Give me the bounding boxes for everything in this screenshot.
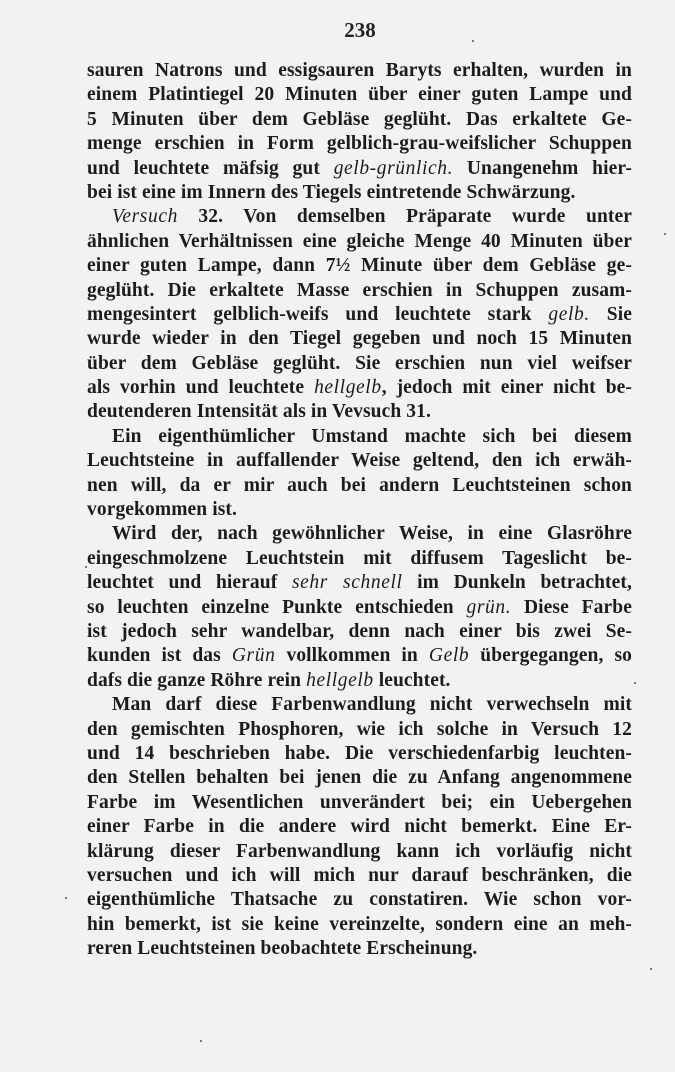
- emphasized-text: gelb-grünlich.: [333, 157, 454, 179]
- text-run: sauren Natrons und essigsauren Baryts erhalten, wurden in: [87, 60, 632, 81]
- emphasized-text: hellgelb: [314, 377, 382, 399]
- scan-speck: [472, 40, 474, 42]
- text-line: [87, 303, 632, 327]
- text-line: [87, 864, 632, 888]
- text-run: 32. Von demselben Präparate wurde unter: [177, 206, 632, 228]
- emphasized-text: hellgelb: [306, 669, 374, 691]
- text-run: geglüht. Die erkaltete Masse erschien in Schuppen zusam-: [87, 279, 632, 301]
- text-line: [87, 352, 632, 376]
- emphasized-text: Grün: [231, 645, 276, 667]
- text-run: vollkommen in: [275, 645, 429, 667]
- scan-speck: [664, 233, 666, 235]
- text-line: [87, 400, 632, 424]
- text-run: den gemischten Phosphoren, wie ich solche in Versuch 12: [87, 718, 632, 740]
- text-line: [87, 766, 632, 790]
- text-line: [87, 449, 632, 473]
- text-run: klärung dieser Farbenwandlung kann ich vorläufig nicht: [87, 840, 632, 862]
- text-run: mengesintert gelblich-weifs und leuchtete stark: [87, 303, 549, 325]
- text-line: [87, 840, 632, 864]
- text-run: bei ist eine im Innern des Tiegels eintretende Schwärzung.: [87, 181, 576, 203]
- scan-speck: [65, 897, 67, 899]
- emphasized-text: Gelb: [428, 645, 470, 667]
- text-run: Unangenehm hier-: [453, 157, 632, 179]
- text-line: [87, 742, 632, 766]
- text-run: kunden ist das: [87, 645, 232, 667]
- emphasized-text: grün.: [466, 596, 512, 618]
- text-run: eingeschmolzene Leuchtstein mit diffusem Tageslicht be-: [87, 547, 632, 569]
- text-line: [87, 596, 632, 620]
- text-line: [87, 181, 632, 205]
- scan-speck: [634, 682, 636, 684]
- text-run: als vorhin und leuchtete: [87, 377, 315, 399]
- text-run: Sie: [589, 303, 632, 325]
- text-run: den Stellen behalten bei jenen die zu Anfang angenommene: [87, 767, 632, 789]
- text-run: einer guten Lampe, dann 7½ Minute über dem Gebläse ge-: [87, 255, 632, 277]
- text-line: [87, 669, 632, 693]
- text-run: dafs die ganze Röhre rein: [87, 669, 307, 691]
- text-line: [87, 522, 632, 546]
- scan-speck: [650, 968, 652, 970]
- text-run: so leuchten einzelne Punkte entschieden: [87, 596, 467, 618]
- paragraph: [87, 205, 632, 425]
- paragraph: [87, 59, 632, 205]
- text-line: [87, 205, 632, 229]
- emphasized-text: sehr schnell: [291, 572, 403, 594]
- paragraph: [87, 425, 632, 523]
- text-line: [87, 327, 632, 351]
- text-run: Wird der, nach gewöhnlicher Weise, in eine Glasröhre: [112, 523, 632, 545]
- text-run: und 14 beschrieben habe. Die verschiedenfarbig leuchten-: [87, 742, 632, 764]
- text-run: wurde wieder in den Tiegel gegeben und noch 15 Minuten: [87, 328, 632, 350]
- text-line: [87, 913, 632, 937]
- text-line: [87, 230, 632, 254]
- emphasized-text: gelb.: [548, 303, 590, 325]
- text-run: menge erschien in Form gelblich-grau-weifslicher Schuppen: [87, 133, 632, 155]
- body-text: [87, 59, 632, 961]
- page-number: 238: [344, 18, 376, 42]
- text-run: Diese Farbe: [511, 596, 632, 618]
- scan-speck: [200, 1040, 202, 1042]
- paragraph: [87, 522, 632, 693]
- text-run: Ein eigenthümlicher Umstand machte sich bei diesem: [112, 425, 632, 447]
- paragraph: [87, 693, 632, 961]
- text-run: ist jedoch sehr wandelbar, denn nach einer bis zwei Se-: [87, 620, 632, 642]
- text-line: [87, 620, 632, 644]
- text-run: leuchtet.: [373, 669, 451, 691]
- text-run: 5 Minuten über dem Gebläse geglüht. Das erkaltete Ge-: [87, 108, 632, 130]
- scan-speck: [85, 566, 87, 568]
- text-line: [87, 815, 632, 839]
- text-line: [87, 425, 632, 449]
- text-run: reren Leuchtsteinen beobachtete Erscheinung.: [87, 938, 478, 960]
- text-line: [87, 571, 632, 595]
- text-run: ähnlichen Verhältnissen eine gleiche Menge 40 Minuten über: [87, 230, 632, 252]
- text-line: [87, 254, 632, 278]
- text-run: Farbe im Wesentlichen unverändert bei; ein Uebergehen: [87, 791, 632, 813]
- text-line: [87, 693, 632, 717]
- text-line: [87, 83, 632, 107]
- text-line: [87, 376, 632, 400]
- text-run: übergegangen, so: [469, 645, 632, 667]
- text-line: [87, 132, 632, 156]
- text-line: [87, 59, 632, 83]
- text-line: [87, 157, 632, 181]
- text-run: vorgekommen ist.: [87, 499, 237, 521]
- text-line: [87, 108, 632, 132]
- text-line: [87, 644, 632, 668]
- text-line: [87, 718, 632, 742]
- text-run: leuchtet und hierauf: [87, 572, 292, 594]
- text-run: einer Farbe in die andere wird nicht bemerkt. Eine Er-: [87, 816, 632, 838]
- text-run: im Dunkeln betrachtet,: [402, 572, 632, 594]
- text-line: [87, 279, 632, 303]
- text-line: [87, 791, 632, 815]
- text-line: [87, 547, 632, 571]
- text-line: [87, 498, 632, 522]
- text-line: [87, 888, 632, 912]
- text-run: nen will, da er mir auch bei andern Leuchtsteinen schon: [87, 474, 632, 496]
- text-run: über dem Gebläse geglüht. Sie erschien nun viel weifser: [87, 352, 632, 374]
- text-run: Man darf diese Farbenwandlung nicht verwechseln mit: [112, 694, 632, 716]
- text-line: [87, 474, 632, 498]
- text-run: hin bemerkt, ist sie keine vereinzelte, sondern eine an meh-: [87, 913, 632, 935]
- text-run: Leuchtsteine in auffallender Weise geltend, den ich erwäh-: [87, 450, 632, 472]
- text-run: und leuchtete mäfsig gut: [87, 157, 334, 179]
- emphasized-text: Versuch: [112, 206, 178, 228]
- text-run: deutenderen Intensität als in Vevsuch 31.: [87, 401, 431, 423]
- text-run: einem Platintiegel 20 Minuten über einer guten Lampe und: [87, 84, 632, 106]
- text-run: versuchen und ich will mich nur darauf beschränken, die: [87, 864, 632, 886]
- text-run: eigenthümliche Thatsache zu constatiren. Wie schon vor-: [87, 889, 632, 911]
- text-run: , jedoch mit einer nicht be-: [381, 377, 632, 399]
- text-line: [87, 937, 632, 961]
